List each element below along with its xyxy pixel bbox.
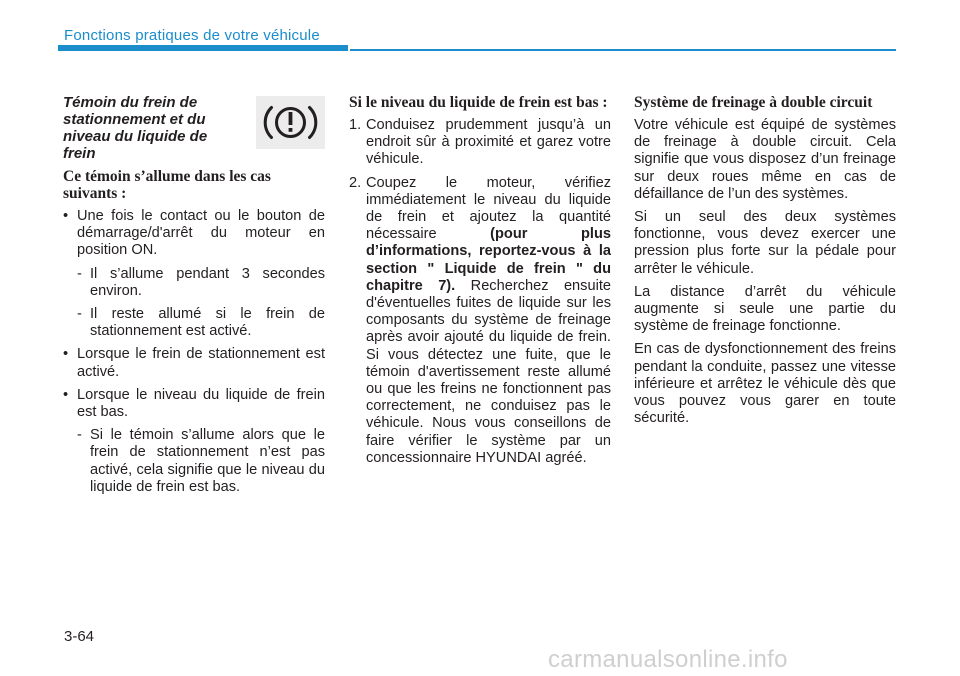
brake-warning-icon [256, 96, 325, 149]
dash-item: - Il s’allume pendant 3 secondes environ. [77, 265, 325, 299]
step-number: 1. [349, 117, 362, 133]
header-rule-thin [350, 49, 896, 51]
column-1 [63, 94, 325, 502]
fluid-low-heading: Si le niveau du liquide de frein est bas : [349, 94, 608, 111]
dash-text: Il s’allume pendant 3 secondes environ. [90, 265, 325, 299]
bullet-fluid-low: • Lorsque le niveau du liquide de frein est bas. [63, 387, 325, 421]
step-item [349, 175, 611, 467]
brake-warning-icon-box [256, 96, 325, 149]
step-text-cont: Recherchez ensuite d'éventuelles fuites de liquide sur les composants du système de freinage après avoir ajouté du liquide de frein. Si vous détectez une fuite, que le témoin d'avertissement reste allumé ou que les freins ne fonctionnent pas correctement, ne conduisez pas le véhicule. Nous vous conseillons de faire vérifier le système par un concessionnaire HYUNDAI agréé. [366, 277, 612, 466]
paragraph: Votre véhicule est équipé de systèmes de freinage à double circuit. Cela signifie que vous disposez d’un freinage sur deux roues même en cas de défaillance de l’un des systèmes. [634, 117, 896, 202]
warning-subheading: Ce témoin s’allume dans les cas suivants : [63, 168, 271, 202]
dual-circuit-heading: Système de freinage à double circuit [634, 94, 873, 111]
bullet-ignition-on: • Une fois le contact ou le bouton de démarrage/d'arrêt du moteur en position ON. [63, 208, 325, 260]
dash-item: - Si le témoin s’allume alors que le frein de stationnement n’est pas activé, cela signifie que le niveau du liquide de frein est bas. [77, 427, 325, 495]
step-item [349, 117, 611, 169]
step-text: Conduisez prudemment jusqu’à un endroit sûr à proximité et garez votre véhicule. [366, 117, 611, 168]
watermark: carmanualsonline.info [548, 646, 788, 673]
paragraph: En cas de dysfonctionnement des freins pendant la conduite, passez une vitesse inférieure et arrêtez le véhicule dès que vous pouvez vous garer en toute sécurité. [634, 341, 896, 427]
bullet-parking-brake: • Lorsque le frein de stationnement est activé. [63, 346, 325, 380]
step-number: 2. [349, 174, 362, 191]
section-header-title: Fonctions pratiques de votre véhicule [64, 27, 320, 44]
paragraph: La distance d’arrêt du véhicule augmente si seule une partie du système de freinage fonctionne. [634, 283, 896, 335]
paragraph: Si un seul des deux systèmes fonctionne, vous devez exercer une pression plus forte sur la pédale pour arrêter le véhicule. [634, 209, 896, 277]
step-text: Coupez le moteur, vérifiez immédiatement le niveau du liquide de frein et ajoutez la quantité nécessaire [366, 174, 611, 243]
header-rule-thick [58, 45, 348, 51]
step-text-bold: (pour plus d’informations, reportez-vous à la section " Liquide de frein " du chapitre 7). [366, 226, 611, 294]
warning-title: Témoin du frein de stationnement et du niveau du liquide de frein [63, 94, 208, 162]
dash-item: - Il reste allumé si le frein de stationnement est activé. [77, 306, 325, 340]
column-3 [634, 94, 896, 433]
dash-text: Si le témoin s’allume alors que le frein de stationnement n’est pas activé, cela signifie que le niveau du liquide de frein est bas. [90, 427, 325, 495]
dash-text: Il reste allumé si le frein de stationnement est activé. [90, 306, 325, 340]
column-2 [349, 94, 611, 473]
page-number: 3-64 [64, 628, 95, 645]
